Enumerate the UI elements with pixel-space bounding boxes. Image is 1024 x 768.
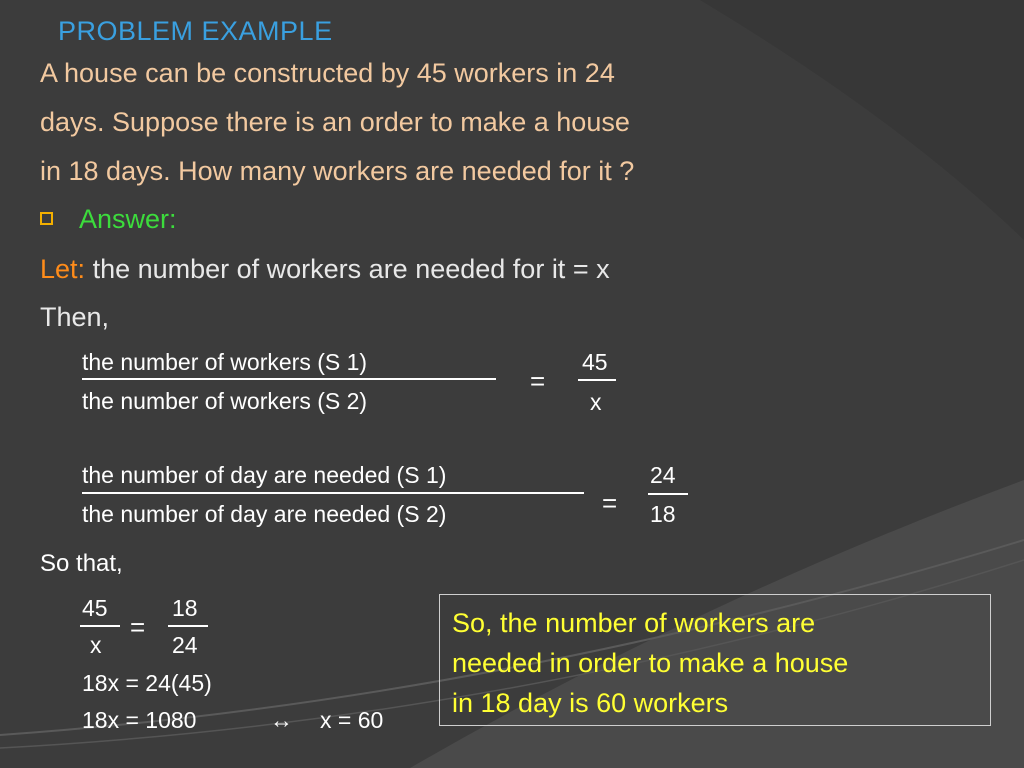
equation-step-2: 18x = 1080	[82, 707, 197, 733]
equation-rhs-bar	[168, 625, 208, 627]
fraction1-denominator: the number of workers (S 2)	[82, 388, 368, 414]
fraction1-rhs-denominator: x	[590, 389, 602, 415]
let-statement	[40, 254, 610, 285]
equation-step-1: 18x = 24(45)	[82, 670, 212, 696]
equation-lhs-numerator: 45	[82, 595, 108, 621]
equation-lhs-denominator: x	[90, 632, 102, 658]
fraction1-numerator: the number of workers (S 1)	[82, 349, 368, 375]
fraction2-numerator: the number of day are needed (S 1)	[82, 462, 447, 488]
fraction2-rhs-bar	[648, 493, 688, 495]
let-text: the number of workers are needed for it = x	[92, 254, 610, 284]
fraction1-equals: =	[530, 366, 546, 396]
fraction1-rhs-numerator: 45	[582, 349, 608, 375]
equation-rhs-numerator: 18	[172, 595, 198, 621]
conclusion-line-2: needed in order to make a house	[452, 648, 849, 678]
so-that-label: So that,	[40, 550, 123, 577]
fraction2-equals: =	[602, 488, 618, 518]
fraction2-rhs-denominator: 18	[650, 501, 676, 527]
conclusion-line-1: So, the number of workers are	[452, 608, 816, 638]
conclusion-box	[439, 594, 991, 726]
fraction2-bar	[82, 492, 584, 494]
fraction2-rhs-numerator: 24	[650, 462, 676, 488]
equivalence-arrow-icon: ↔	[270, 707, 293, 733]
equation-lhs-bar	[80, 625, 120, 627]
equation-result: x = 60	[320, 707, 384, 733]
checkbox-bullet-icon	[40, 212, 53, 225]
slide-title: PROBLEM EXAMPLE	[58, 16, 333, 46]
conclusion-line-3: in 18 day is 60 workers	[452, 688, 729, 718]
equation-equals: =	[130, 612, 146, 642]
fraction1-bar	[82, 378, 496, 380]
fraction2-denominator: the number of day are needed (S 2)	[82, 501, 447, 527]
then-label: Then,	[40, 302, 110, 332]
problem-line-1: A house can be constructed by 45 workers in 24	[40, 58, 615, 88]
let-label: Let:	[40, 254, 86, 284]
answer-heading	[40, 204, 177, 235]
problem-line-2: days. Suppose there is an order to make a house	[40, 107, 630, 137]
equation-rhs-denominator: 24	[172, 632, 198, 658]
problem-line-3: in 18 days. How many workers are needed for it ?	[40, 156, 635, 186]
fraction1-rhs-bar	[578, 379, 616, 381]
answer-label: Answer:	[79, 204, 177, 234]
